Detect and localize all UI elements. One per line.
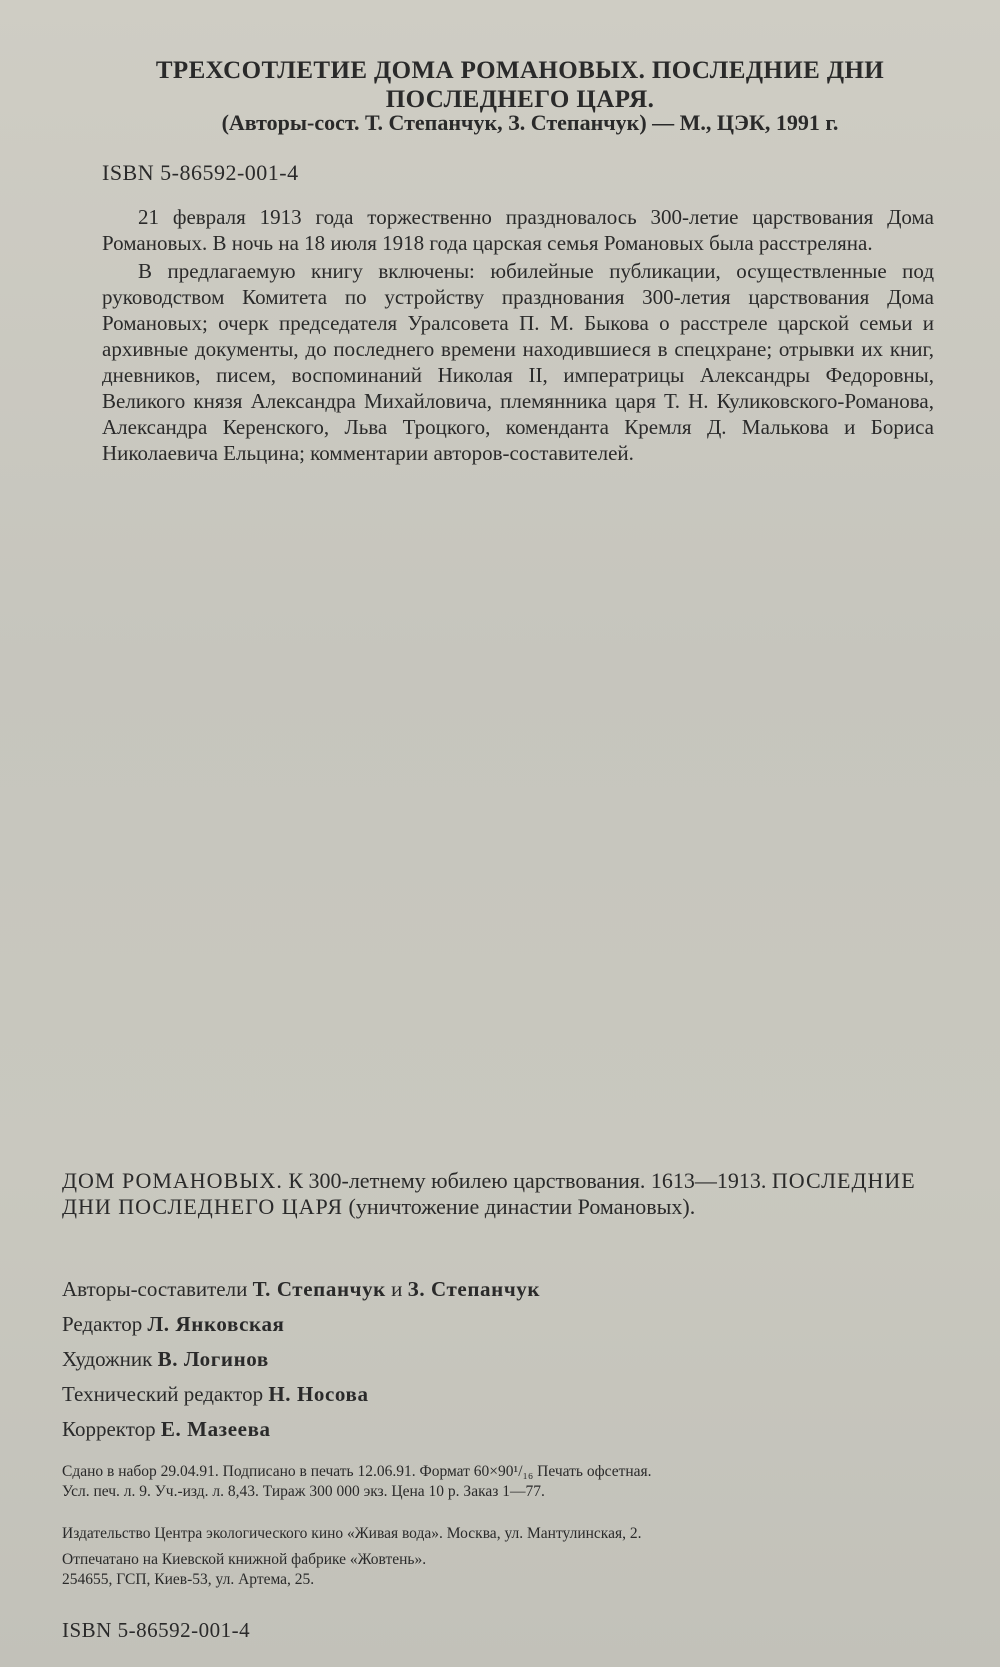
credit-artist	[62, 1342, 540, 1377]
credit-name-2: З. Степанчук	[407, 1277, 541, 1301]
abstract-paragraph-1: 21 февраля 1913 года торжественно праздновалось 300-летие царствования Дома Романовых. В ночь на 18 июля 1918 года царская семья Романовых была расстреляна.	[102, 205, 934, 255]
credit-name: В. Логинов	[157, 1347, 269, 1371]
credit-proofreader	[62, 1412, 540, 1447]
credit-authors	[62, 1272, 540, 1307]
annotation-title	[100, 56, 940, 114]
colophon-isbn: ISBN 5-86592-001-4	[62, 1618, 251, 1642]
credit-role: Художник	[62, 1347, 153, 1371]
credit-role: Технический редактор	[62, 1382, 264, 1406]
print-details	[62, 1462, 942, 1502]
colophon-title	[62, 1168, 940, 1220]
colophon-title-caps-1: ДОМ РОМАНОВЫХ.	[62, 1168, 283, 1193]
print-details-line-1: Сдано в набор 29.04.91. Подписано в печать 12.06.91. Формат 60×90¹/₁₆ Печать офсетная.	[62, 1463, 652, 1480]
printer-details	[62, 1550, 942, 1590]
credit-tech-editor	[62, 1377, 540, 1412]
publisher-line: Издательство Центра экологического кино «Живая вода». Москва, ул. Мантулинская, 2.	[62, 1525, 642, 1542]
credit-role: Редактор	[62, 1312, 143, 1336]
credits-list	[62, 1272, 540, 1447]
credit-role: Авторы-составители	[62, 1277, 248, 1301]
annotation-authors-line: (Авторы-сост. Т. Степанчук, З. Степанчук) — М., ЦЭК, 1991 г.	[221, 110, 839, 135]
credit-name: Е. Мазеева	[160, 1417, 271, 1441]
abstract-paragraph-2: В предлагаемую книгу включены: юбилейные публикации, осуществленные под руководством Комитета по устройству празднования 300-летия царствования Дома Романовых; очерк председателя Уралсовета П. М. Быкова о расстреле царской семьи и архивные документы, до последнего времени находившиеся в спецхране; отрывки их книг, дневников, писем, воспоминаний Николая II, императрицы Александры Федоровны, Великого князя Александра Михайловича, племянника царя Т. Н. Куликовского-Романова, Александра Керенского, Льва Троцкого, коменданта Кремля Д. Малькова и Бориса Николаевича Ельцина; комментарии авторов-составителей.	[102, 259, 934, 465]
credit-name: Н. Носова	[268, 1382, 369, 1406]
credit-role: Корректор	[62, 1417, 156, 1441]
colophon-title-rest-1: К 300-летнему юбилею царствования. 1613—1913.	[288, 1168, 767, 1193]
print-details-line-2: Усл. печ. л. 9. Уч.-изд. л. 8,43. Тираж 300 000 экз. Цена 10 р. Заказ 1—77.	[62, 1483, 545, 1500]
colophon-title-rest-2: (уничтожение династии Романовых).	[348, 1194, 696, 1219]
credit-editor	[62, 1307, 540, 1342]
printer-line-1: Отпечатано на Киевской книжной фабрике «Жовтень».	[62, 1551, 427, 1568]
annotation-title-line-2: ПОСЛЕДНЕГО ЦАРЯ.	[385, 86, 655, 113]
printer-line-2: 254655, ГСП, Киев-53, ул. Артема, 25.	[62, 1571, 315, 1588]
credit-joiner: и	[391, 1277, 403, 1301]
annotation-title-line-1: ТРЕХСОТЛЕТИЕ ДОМА РОМАНОВЫХ. ПОСЛЕДНИЕ ДНИ	[155, 57, 885, 84]
credit-name: Т. Степанчук	[252, 1277, 386, 1301]
annotation-isbn: ISBN 5-86592-001-4	[102, 160, 299, 185]
colophon-title-caps-2: ПОСЛЕДНИЕ ДНИ ПОСЛЕДНЕГО ЦАРЯ	[62, 1168, 916, 1219]
credit-name: Л. Янковская	[147, 1312, 285, 1336]
annotation-abstract	[102, 204, 934, 468]
